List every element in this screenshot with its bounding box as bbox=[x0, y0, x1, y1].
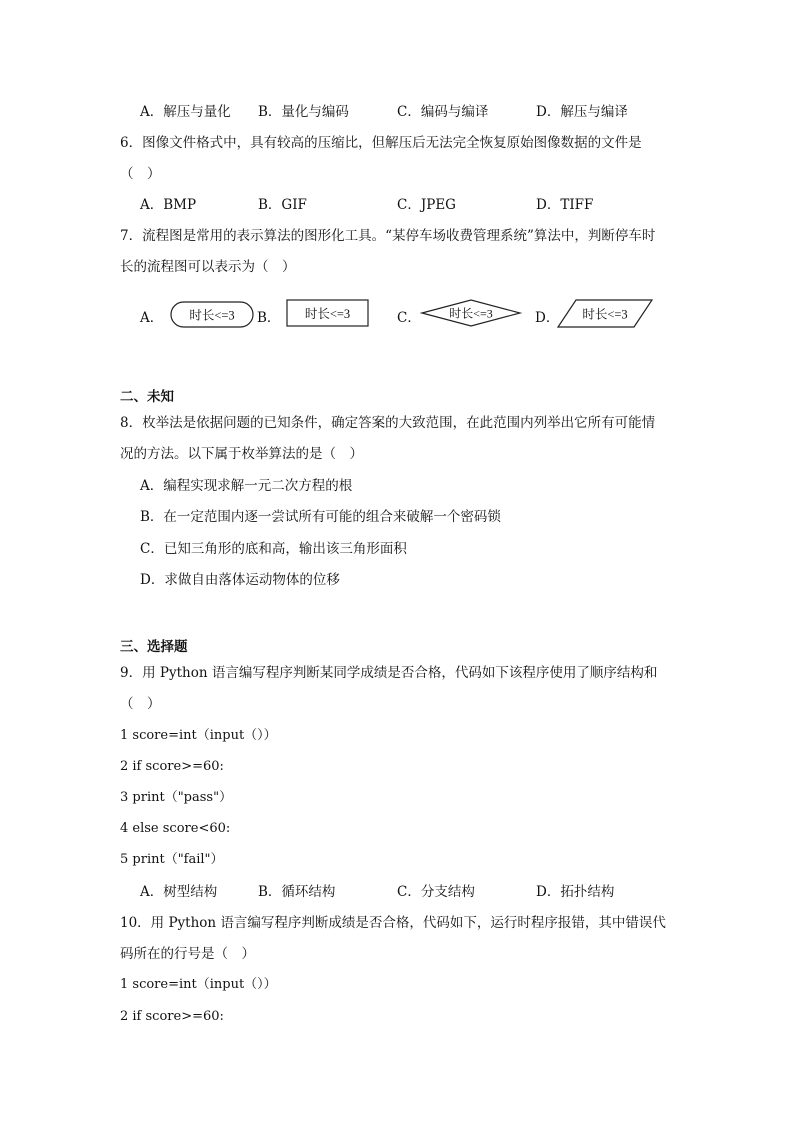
q7-label-a: A． bbox=[140, 310, 164, 326]
q5-option-a: A．解压与量化 bbox=[140, 104, 231, 120]
q6-stem: 6．图像文件格式中，具有较高的压缩比，但解压后无法完全恢复原始图像数据的文件是 bbox=[120, 135, 642, 151]
q7-stem-line1: 7．流程图是常用的表示算法的图形化工具。“某停车场收费管理系统”算法中，判断停车时 bbox=[120, 228, 656, 244]
shape-d-text: 时长<=3 bbox=[582, 307, 628, 322]
decision-diamond-shape bbox=[420, 298, 524, 334]
q9-paren: （ ） bbox=[120, 696, 161, 712]
q8-option-d: D．求做自由落体运动物体的位移 bbox=[140, 572, 340, 588]
q9-code-line2: 2 if score>=60: bbox=[120, 759, 224, 774]
q10-code-line1: 1 score=int（input（）） bbox=[120, 977, 277, 992]
q9-option-d: D．拓扑结构 bbox=[536, 884, 615, 900]
q6-paren: （ ） bbox=[120, 166, 161, 182]
q9-code-line3: 3 print（"pass"） bbox=[120, 790, 233, 805]
q9-code-line4: 4 else score<60: bbox=[120, 821, 231, 836]
shape-a-text: 时长<=3 bbox=[189, 308, 235, 323]
q5-option-c: C．编码与编译 bbox=[397, 104, 489, 120]
q7-label-d: D． bbox=[535, 310, 560, 326]
q7-stem-line2: 长的流程图可以表示为（ ） bbox=[120, 259, 296, 275]
q9-code-line1: 1 score=int（input（）） bbox=[120, 728, 277, 743]
q10-stem-line2: 码所在的行号是（ ） bbox=[120, 946, 255, 962]
q6-option-d: D．TIFF bbox=[536, 197, 594, 213]
process-rect-shape bbox=[286, 299, 370, 331]
q6-option-a: A．BMP bbox=[140, 197, 197, 213]
q9-option-c: C．分支结构 bbox=[397, 884, 475, 900]
q9-stem: 9．用 Python 语言编写程序判断某同学成绩是否合格，代码如下该程序使用了顺序结构和 bbox=[120, 665, 658, 681]
q7-label-c: C． bbox=[397, 310, 421, 326]
q10-stem-line1: 10．用 Python 语言编写程序判断成绩是否合格，代码如下，运行时程序报错，其中错误代 bbox=[120, 915, 666, 931]
shape-b-text: 时长<=3 bbox=[304, 307, 351, 321]
terminal-shape bbox=[170, 300, 254, 330]
q8-option-b: B．在一定范围内逐一尝试所有可能的组合来破解一个密码锁 bbox=[140, 509, 501, 525]
q5-option-b: B．量化与编码 bbox=[258, 104, 349, 120]
q10-code-line2: 2 if score>=60: bbox=[120, 1009, 224, 1024]
q7-label-b: B． bbox=[257, 310, 281, 326]
q7-shape-options bbox=[120, 296, 680, 336]
q8-option-c: C．已知三角形的底和高，输出该三角形面积 bbox=[140, 541, 407, 557]
q9-option-b: B．循环结构 bbox=[258, 884, 336, 900]
q8-stem-line1: 8．枚举法是依据问题的已知条件，确定答案的大致范围，在此范围内列举出它所有可能情 bbox=[120, 415, 656, 431]
io-parallelogram-shape bbox=[556, 298, 656, 330]
q6-option-c: C．JPEG bbox=[397, 197, 456, 213]
section-heading-choice: 三、选择题 bbox=[120, 639, 188, 655]
q9-option-a: A．树型结构 bbox=[140, 884, 218, 900]
shape-c-text: 时长<=3 bbox=[449, 306, 493, 321]
section-heading-unknown: 二、未知 bbox=[120, 389, 174, 405]
q5-option-d: D．解压与编译 bbox=[536, 104, 628, 120]
q9-code-line5: 5 print（"fail"） bbox=[120, 852, 224, 867]
q8-option-a: A．编程实现求解一元二次方程的根 bbox=[140, 478, 353, 494]
q8-stem-line2: 况的方法。以下属于枚举算法的是（ ） bbox=[120, 446, 363, 462]
q6-option-b: B．GIF bbox=[258, 197, 307, 213]
